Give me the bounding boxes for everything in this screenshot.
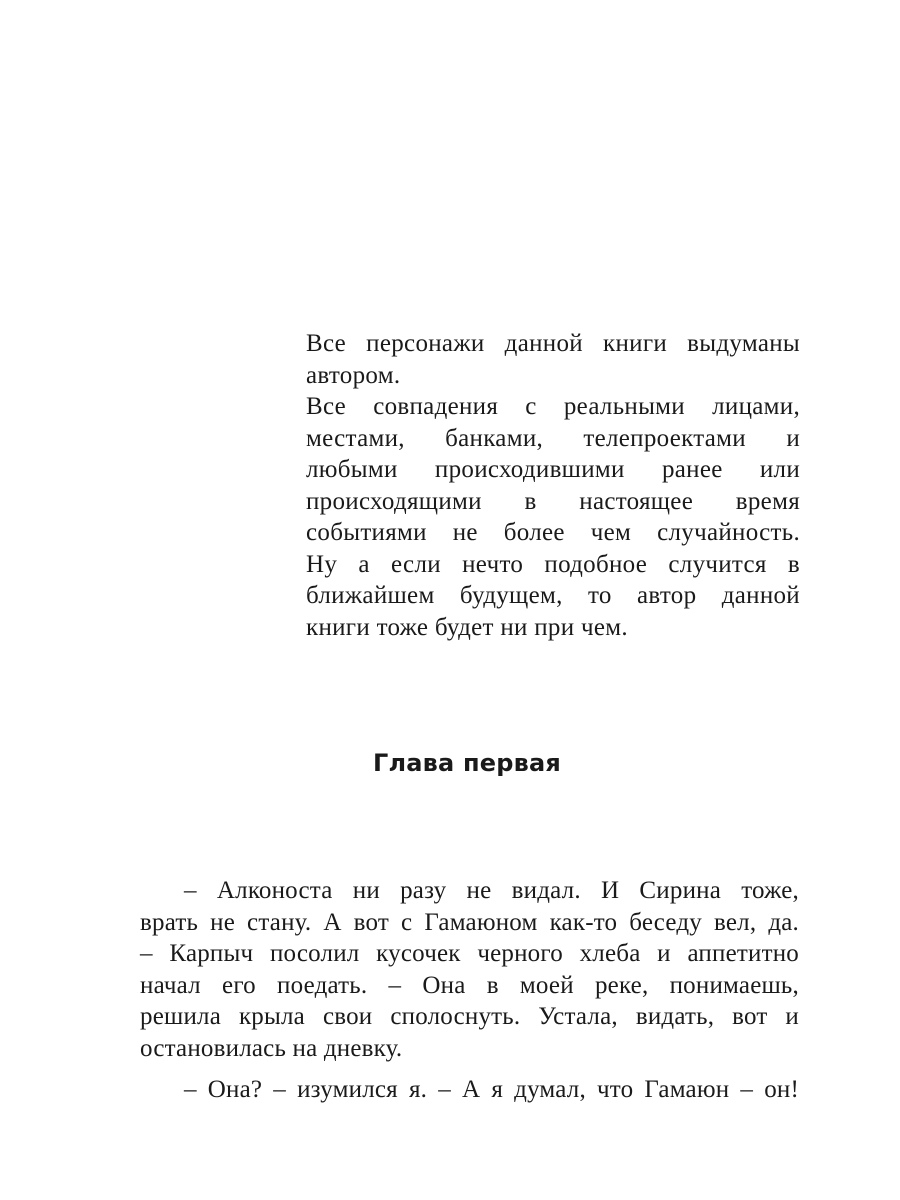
story-line: врать не стану. А вот с Гамаюном как-то беседу вел, да. [140,908,799,936]
disclaimer-text [306,328,800,643]
disclaimer-line: автором. [306,361,401,389]
story-text [140,875,799,1106]
disclaimer-line: Ну а если нечто подобное случится в [306,550,800,578]
story-line: – Она? – изумился я. – А я думал, что Гамаюн – он! [184,1076,799,1103]
story-line: решила крыла свои сполоснуть. Устала, видать, вот и [140,1003,799,1030]
chapter-title: Глава первая [372,749,562,777]
disclaimer-line: книги тоже будет ни при чем. [306,613,628,641]
disclaimer-line: местами, банками, телепроектами и [306,424,800,452]
disclaimer-line: Все персонажи данной книги выдуманы [306,330,800,357]
story-line: – Алконоста ни разу не видал. И Сирина тоже, [184,877,799,904]
disclaimer-line: Все совпадения с реальными лицами, [306,393,800,420]
disclaimer-line: любыми происходившими ранее или [306,456,800,483]
disclaimer-line: происходящими в настоящее время [306,487,800,515]
paragraph-1 [140,875,799,1064]
disclaimer-line: ближайшем будущем, то автор данной [306,582,800,609]
paragraph-2 [140,1074,799,1106]
disclaimer-line: событиями не более чем случайность. [306,519,800,546]
story-line: остановилась на дневку. [140,1034,403,1062]
story-line: – Карпыч посолил кусочек черного хлеба и аппетитно [140,940,799,967]
story-line: начал его поедать. – Она в моей реке, понимаешь, [140,971,799,999]
